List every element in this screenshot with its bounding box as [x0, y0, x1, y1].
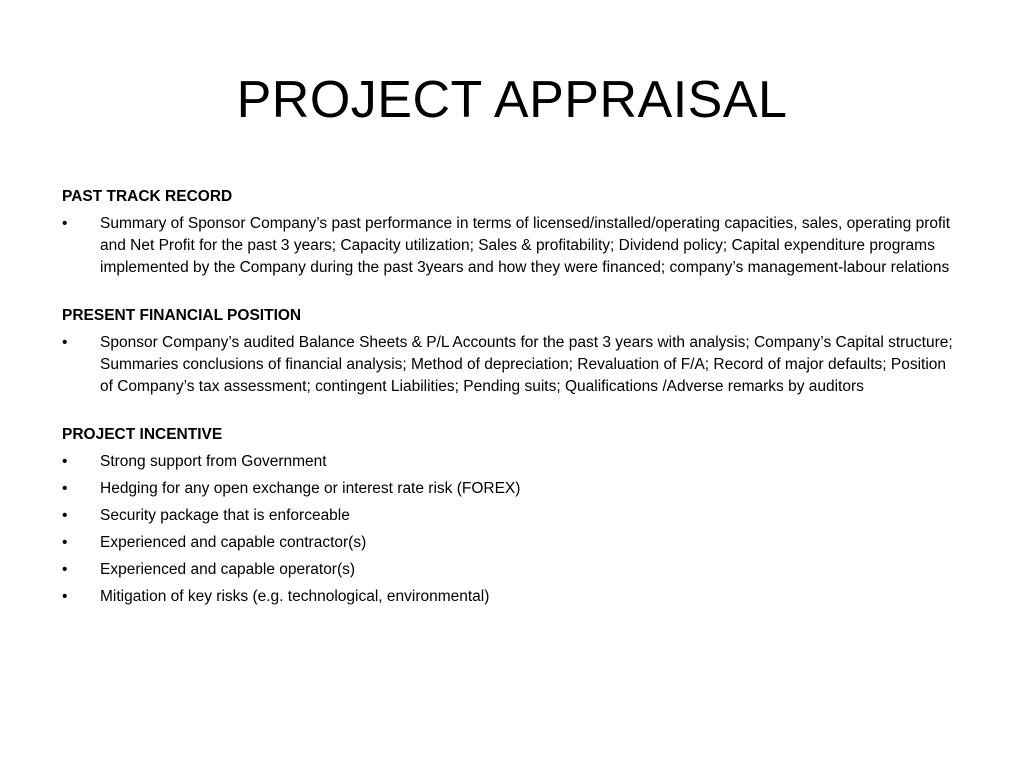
bullet-text: Summary of Sponsor Company’s past performance in terms of licensed/installed/operating capacities, sales, operating profit and Net Profit for the past 3 years; Capacity utilization; Sales & profitability; Dividend policy; Capital expenditure programs implemented by the Company during the past 3years and how they were financed; company’s management-labour relations [100, 215, 951, 276]
bullet-text: Experienced and capable contractor(s) [100, 534, 367, 551]
bullet-icon: • [62, 561, 68, 578]
section-heading: PRESENT FINANCIAL POSITION [62, 307, 302, 324]
slide-content [62, 186, 962, 613]
bullet-icon: • [62, 534, 68, 551]
section-spacer [62, 284, 962, 305]
bullet-icon: • [62, 507, 68, 524]
bullet-item [62, 213, 962, 279]
bullet-text: Security package that is enforceable [100, 507, 350, 524]
section-heading: PROJECT INCENTIVE [62, 426, 223, 443]
bullet-icon: • [62, 588, 68, 605]
section-present-financial-position [62, 305, 962, 398]
bullet-icon: • [62, 215, 68, 232]
bullet-item [62, 505, 962, 527]
bullet-text: Sponsor Company’s audited Balance Sheets & P/L Accounts for the past 3 years with analysis; Company’s Capital structure; Summaries conclusions of financial analysis; Method of depreciation; Revaluation of F/A; Record of major defaults; Position of Company’s tax assessment; contingent Liabilities; Pending suits; Qualifications /Adverse remarks by auditors [100, 334, 953, 395]
bullet-text: Strong support from Government [100, 453, 327, 470]
section-heading: PAST TRACK RECORD [62, 188, 233, 205]
bullet-text: Mitigation of key risks (e.g. technological, environmental) [100, 588, 490, 605]
section-past-track-record [62, 186, 962, 279]
section-spacer [62, 403, 962, 424]
bullet-item [62, 559, 962, 581]
bullet-item [62, 532, 962, 554]
bullet-item [62, 478, 962, 500]
bullet-item [62, 332, 962, 398]
slide-title: PROJECT APPRAISAL [236, 71, 788, 129]
bullet-item [62, 586, 962, 608]
bullet-icon: • [62, 480, 68, 497]
bullet-icon: • [62, 453, 68, 470]
bullet-item [62, 451, 962, 473]
bullet-icon: • [62, 334, 68, 351]
bullet-text: Experienced and capable operator(s) [100, 561, 356, 578]
section-project-incentive [62, 424, 962, 608]
bullet-text: Hedging for any open exchange or interest rate risk (FOREX) [100, 480, 521, 497]
